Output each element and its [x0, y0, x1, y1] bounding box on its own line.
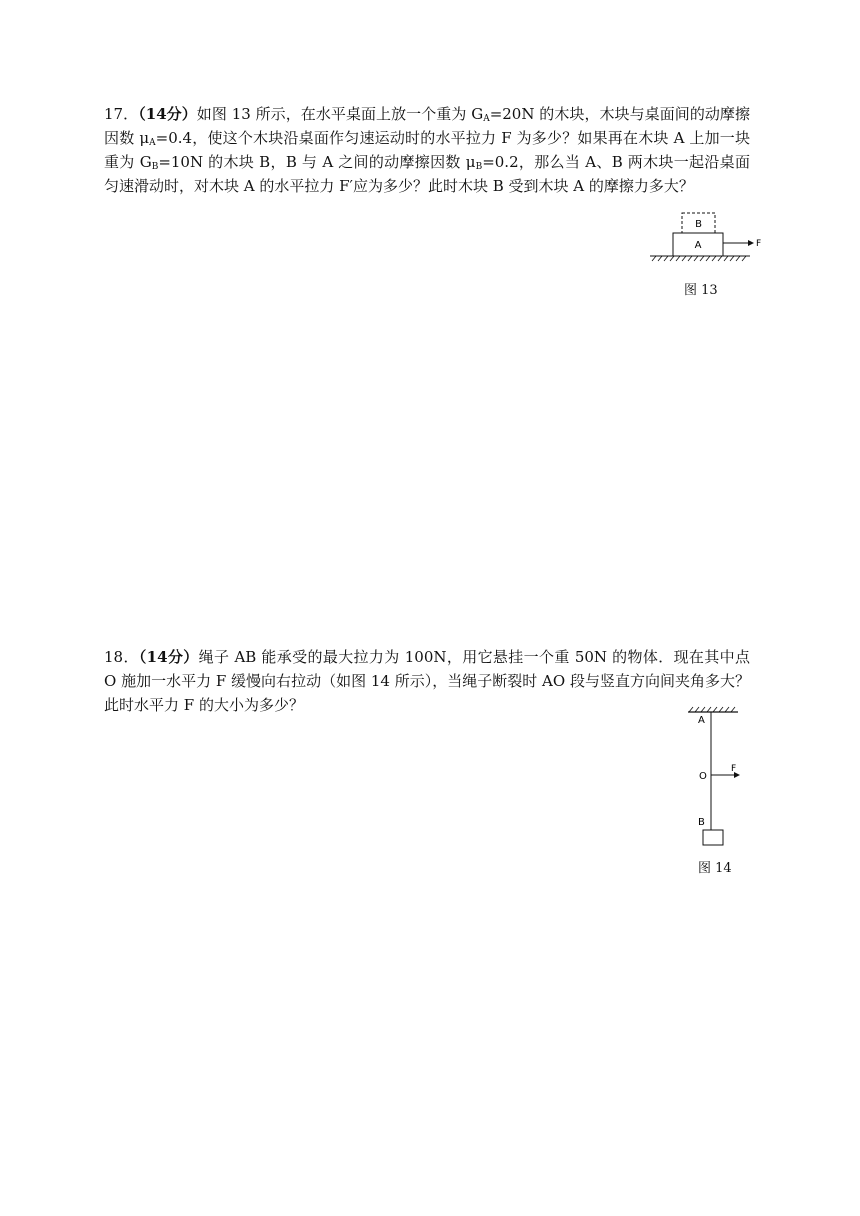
block-a-label: A [694, 240, 702, 251]
force-label: F [756, 239, 762, 249]
problem-18-number: 18． [104, 648, 139, 666]
figure-14 [680, 704, 760, 852]
ceiling-hatch [689, 707, 735, 712]
problem-17-text-seg3: =0.4，使这个木块沿桌面作匀速运动时的水平拉力 F 为多少？如果再在木块 A 上加一块重为 G [104, 129, 750, 171]
problem-17-score: （14分） [138, 105, 197, 123]
arrow-head [748, 240, 754, 246]
point-b-label: B [698, 817, 705, 828]
ground-hatch [652, 256, 746, 261]
subscript-a: A [149, 138, 156, 148]
figure-13 [640, 208, 770, 270]
figure-13-caption: 图 13 [684, 283, 718, 298]
block-b-label: B [695, 219, 702, 230]
point-o-label: O [699, 771, 707, 782]
problem-18-text-body: 绳子 AB 能承受的最大拉力为 100N，用它悬挂一个重 50N 的物体．现在其中点 O 施加一水平力 F 缓慢向右拉动（如图 14 所示），当绳子断裂时 AO 段与竖直方向间夹角多大？此时水平力 F 的大小为多少？ [104, 648, 751, 714]
problem-17-number: 17． [104, 105, 139, 123]
problem-18 [104, 645, 750, 717]
problem-18-text [104, 645, 750, 717]
problem-17-text-seg2: =20N 的木块，木块与桌面间的动摩擦因数 μ [104, 105, 750, 147]
problem-17-text-seg4: =10N 的木块 B，B 与 A 之间的动摩擦因数 μ [158, 153, 476, 171]
subscript-b: B [475, 162, 483, 172]
problem-17-text-seg1: 如图 13 所示，在水平桌面上放一个重为 G [196, 105, 484, 123]
hanging-weight [703, 830, 723, 845]
force-label: F [731, 764, 737, 774]
problem-18-score: （14分） [138, 648, 199, 666]
problem-17-text [104, 102, 750, 198]
figure-14-caption: 图 14 [698, 861, 732, 876]
subscript-a: A [483, 114, 490, 124]
subscript-b: B [151, 162, 159, 172]
problem-17 [104, 102, 750, 198]
point-a-label: A [698, 715, 705, 726]
problem-17-text-seg5: =0.2，那么当 A、B 两木块一起沿桌面匀速滑动时，对木块 A 的水平拉力 F′应为多少？此时木块 B 受到木块 A 的摩擦力多大？ [104, 153, 750, 195]
